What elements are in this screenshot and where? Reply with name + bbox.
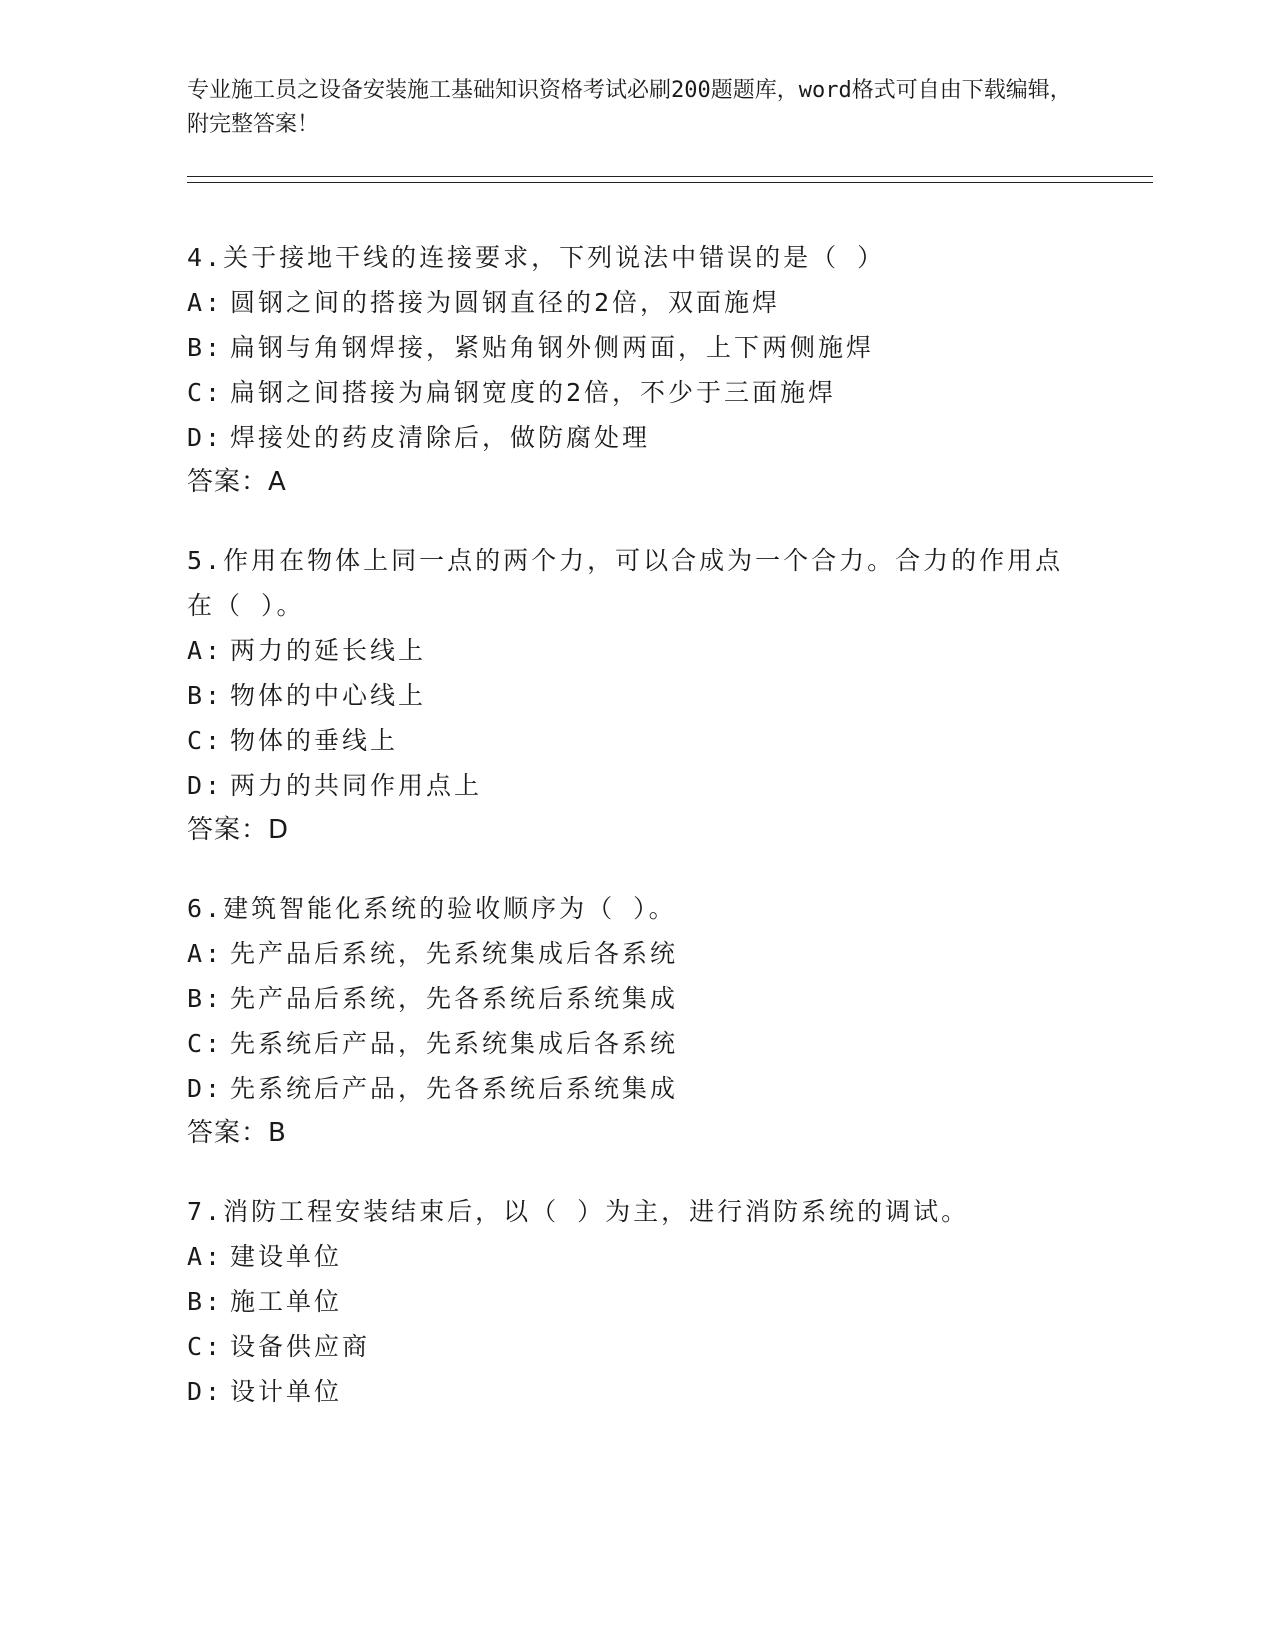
question-stem: 5.作用在物体上同一点的两个力，可以合成为一个合力。合力的作用点在（ ）。 <box>187 546 1064 620</box>
option-letter: B: <box>187 681 224 710</box>
option-text: 先系统后产品，先系统集成后各系统 <box>230 1029 679 1058</box>
option-c <box>187 370 1087 415</box>
option-c <box>187 718 1087 763</box>
option-letter: C: <box>187 378 224 407</box>
option-letter: B: <box>187 1287 224 1316</box>
option-a <box>187 1234 1087 1279</box>
option-d <box>187 415 1087 460</box>
option-letter: A: <box>187 1242 224 1271</box>
option-letter: A: <box>187 288 224 317</box>
option-text: 设备供应商 <box>230 1332 371 1361</box>
option-c <box>187 1324 1087 1369</box>
option-text: 建设单位 <box>230 1242 343 1271</box>
header-rule-top <box>187 176 1153 177</box>
option-d <box>187 763 1087 808</box>
answer-line: 答案：D <box>187 815 290 845</box>
option-letter: B: <box>187 984 224 1013</box>
option-text: 扁钢之间搭接为扁钢宽度的2倍，不少于三面施焊 <box>230 378 837 407</box>
option-text: 两力的共同作用点上 <box>230 771 483 800</box>
option-text: 扁钢与角钢焊接，紧贴角钢外侧两面，上下两侧施焊 <box>230 333 875 362</box>
option-d <box>187 1369 1087 1414</box>
option-text: 施工单位 <box>230 1287 343 1316</box>
option-text: 物体的垂线上 <box>230 726 399 755</box>
option-a <box>187 280 1087 325</box>
option-text: 圆钢之间的搭接为圆钢直径的2倍，双面施焊 <box>230 288 781 317</box>
question-4 <box>187 235 1087 505</box>
option-letter: C: <box>187 1332 224 1361</box>
question-stem: 4.关于接地干线的连接要求，下列说法中错误的是（ ） <box>187 243 886 272</box>
option-text: 物体的中心线上 <box>230 681 427 710</box>
option-b <box>187 673 1087 718</box>
question-stem: 6.建筑智能化系统的验收顺序为（ ）。 <box>187 894 677 923</box>
option-letter: C: <box>187 726 224 755</box>
header-rule-bottom <box>187 182 1153 183</box>
option-a <box>187 628 1087 673</box>
option-letter: A: <box>187 636 224 665</box>
question-6 <box>187 886 1087 1156</box>
question-5 <box>187 538 1087 853</box>
option-letter: D: <box>187 771 224 800</box>
option-text: 两力的延长线上 <box>230 636 427 665</box>
option-b <box>187 1279 1087 1324</box>
option-text: 先产品后系统，先各系统后系统集成 <box>230 984 679 1013</box>
option-letter: D: <box>187 423 224 452</box>
option-letter: C: <box>187 1029 224 1058</box>
option-letter: B: <box>187 333 224 362</box>
option-b <box>187 325 1087 370</box>
answer-line: 答案：B <box>187 1118 287 1148</box>
option-a <box>187 931 1087 976</box>
option-text: 先产品后系统，先系统集成后各系统 <box>230 939 679 968</box>
page-header: 专业施工员之设备安装施工基础知识资格考试必刷200题题库，word格式可自由下载编辑，附完整答案！ <box>187 78 1072 137</box>
question-7 <box>187 1189 1087 1414</box>
option-letter: A: <box>187 939 224 968</box>
option-c <box>187 1021 1087 1066</box>
option-d <box>187 1066 1087 1111</box>
option-letter: D: <box>187 1074 224 1103</box>
question-stem: 7.消防工程安装结束后，以（ ）为主，进行消防系统的调试。 <box>187 1197 970 1226</box>
option-text: 先系统后产品，先各系统后系统集成 <box>230 1074 679 1103</box>
option-text: 焊接处的药皮清除后，做防腐处理 <box>230 423 651 452</box>
answer-line: 答案：A <box>187 467 287 497</box>
option-text: 设计单位 <box>230 1377 343 1406</box>
option-letter: D: <box>187 1377 224 1406</box>
question-list <box>187 235 1087 1447</box>
option-b <box>187 976 1087 1021</box>
